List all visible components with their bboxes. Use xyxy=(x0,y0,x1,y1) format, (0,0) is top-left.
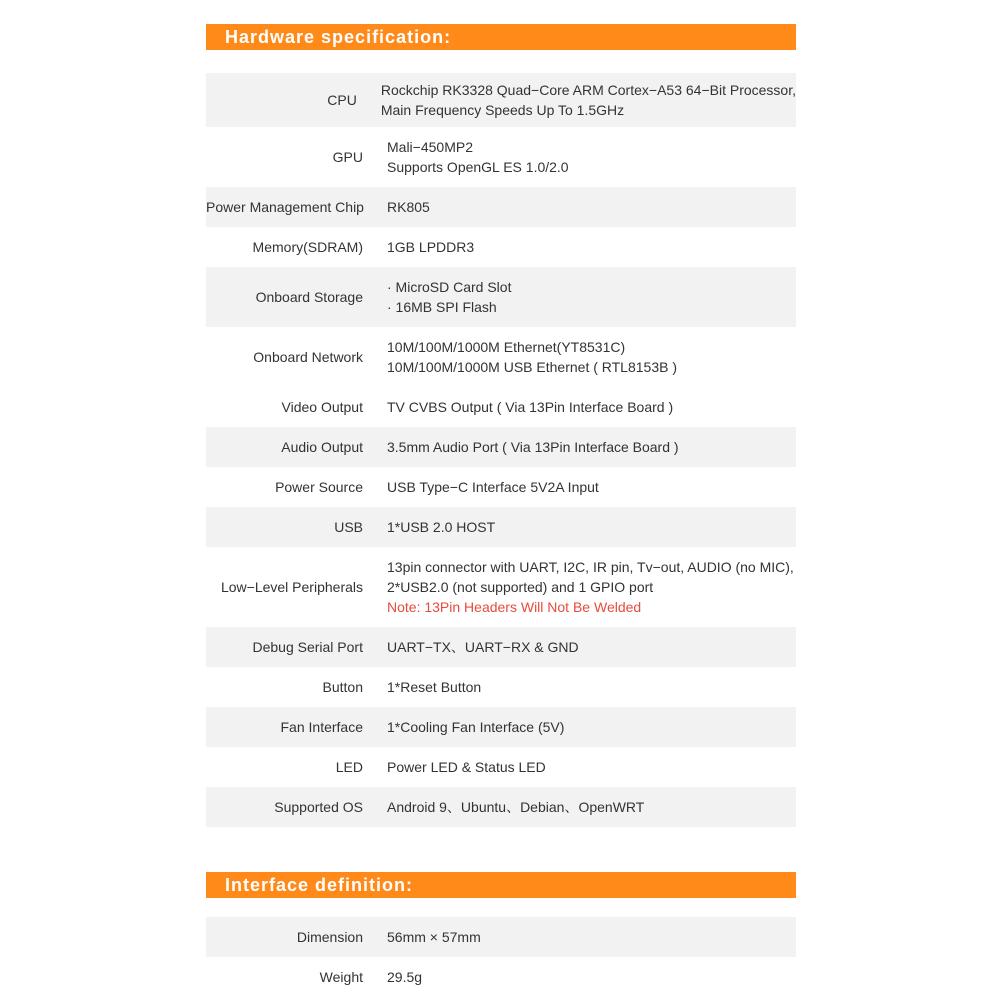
spec-value-line: USB Type−C Interface 5V2A Input xyxy=(387,479,599,495)
spec-label: Power Management Chip xyxy=(206,199,364,215)
spec-value-line: 1*Reset Button xyxy=(387,679,482,695)
spec-value xyxy=(387,137,569,177)
hardware-spec-header: Hardware specification: xyxy=(206,24,796,50)
spec-label: Dimension xyxy=(296,929,363,945)
spec-value-line: · MicroSD Card Slot xyxy=(387,279,512,295)
spec-note: Note: 13Pin Headers Will Not Be Welded xyxy=(387,599,642,615)
spec-row-gpu xyxy=(206,127,796,187)
spec-row-weight xyxy=(206,957,796,997)
spec-row-pmic xyxy=(206,187,796,227)
spec-row-memory xyxy=(206,227,796,267)
spec-label: CPU xyxy=(327,92,357,108)
spec-label: USB xyxy=(334,519,363,535)
interface-definition-header: Interface definition: xyxy=(206,872,796,898)
spec-value-line: Android 9、Ubuntu、Debian、OpenWRT xyxy=(387,799,645,815)
spec-row-usb xyxy=(206,507,796,547)
spec-value xyxy=(387,927,481,947)
spec-label: LED xyxy=(335,759,363,775)
spec-value-line: 3.5mm Audio Port ( Via 13Pin Interface Board ) xyxy=(387,439,679,455)
spec-value xyxy=(387,967,422,987)
spec-value-line: 1*USB 2.0 HOST xyxy=(387,519,496,535)
spec-value-line: Mali−450MP2 xyxy=(387,139,473,155)
spec-value xyxy=(387,477,599,497)
spec-value xyxy=(387,797,644,817)
spec-label: Onboard Storage xyxy=(255,289,363,305)
spec-value-line: Main Frequency Speeds Up To 1.5GHz xyxy=(380,102,625,118)
spec-label: Power Source xyxy=(275,479,363,495)
spec-value xyxy=(387,437,679,457)
spec-row-debug-serial xyxy=(206,627,796,667)
spec-value-line: 2*USB2.0 (not supported) and 1 GPIO port xyxy=(387,579,654,595)
spec-label: Weight xyxy=(319,969,363,985)
spec-row-storage xyxy=(206,267,796,327)
spec-label: Onboard Network xyxy=(253,349,363,365)
spec-value-line: 1GB LPDDR3 xyxy=(387,239,475,255)
spec-value xyxy=(387,757,546,777)
spec-value-line: · 16MB SPI Flash xyxy=(387,299,497,315)
spec-value xyxy=(387,517,495,537)
spec-row-power-source xyxy=(206,467,796,507)
spec-row-network xyxy=(206,327,796,387)
hardware-spec-table xyxy=(206,73,796,827)
spec-value-line: RK805 xyxy=(387,199,430,215)
spec-value-line: Supports OpenGL ES 1.0/2.0 xyxy=(387,159,569,175)
spec-row-led xyxy=(206,747,796,787)
spec-value-line: 13pin connector with UART, I2C, IR pin, Tv−out, AUDIO (no MIC), xyxy=(387,559,794,575)
spec-value xyxy=(387,717,564,737)
spec-row-cpu xyxy=(206,73,796,127)
interface-definition-table xyxy=(206,917,796,997)
interface-definition-section xyxy=(206,872,796,997)
spec-label: Video Output xyxy=(281,399,363,415)
spec-label: Audio Output xyxy=(281,439,363,455)
spec-value xyxy=(387,197,430,217)
spec-value xyxy=(387,337,677,377)
spec-value-line: UART−TX、UART−RX & GND xyxy=(387,639,579,655)
spec-row-peripherals xyxy=(206,547,796,627)
spec-label: Supported OS xyxy=(274,799,363,815)
spec-value xyxy=(387,397,673,417)
spec-label: Memory(SDRAM) xyxy=(252,239,363,255)
spec-label: GPU xyxy=(332,149,363,165)
spec-value-line: Power LED & Status LED xyxy=(387,759,546,775)
spec-value-line: 1*Cooling Fan Interface (5V) xyxy=(387,719,565,735)
spec-value xyxy=(387,677,481,697)
spec-value xyxy=(381,80,796,120)
spec-value-line: 56mm × 57mm xyxy=(387,929,481,945)
spec-value xyxy=(387,237,474,257)
hardware-spec-section xyxy=(206,24,796,827)
spec-value xyxy=(387,277,511,317)
spec-label: Low−Level Peripherals xyxy=(220,579,363,595)
spec-row-audio-output xyxy=(206,427,796,467)
spec-value-line: TV CVBS Output ( Via 13Pin Interface Board ) xyxy=(387,399,674,415)
spec-row-button xyxy=(206,667,796,707)
spec-label: Debug Serial Port xyxy=(252,639,363,655)
spec-label: Fan Interface xyxy=(280,719,363,735)
spec-value-line: Rockchip RK3328 Quad−Core ARM Cortex−A53 64−Bit Processor, xyxy=(380,82,796,98)
spec-value-line: 29.5g xyxy=(387,969,423,985)
spec-value xyxy=(387,557,794,617)
spec-value xyxy=(387,637,579,657)
spec-row-fan xyxy=(206,707,796,747)
spec-row-dimension xyxy=(206,917,796,957)
spec-value-line: 10M/100M/1000M USB Ethernet ( RTL8153B ) xyxy=(387,359,678,375)
spec-value-line: 10M/100M/1000M Ethernet(YT8531C) xyxy=(387,339,626,355)
spec-row-os xyxy=(206,787,796,827)
spec-row-video-output xyxy=(206,387,796,427)
spec-label: Button xyxy=(322,679,363,695)
